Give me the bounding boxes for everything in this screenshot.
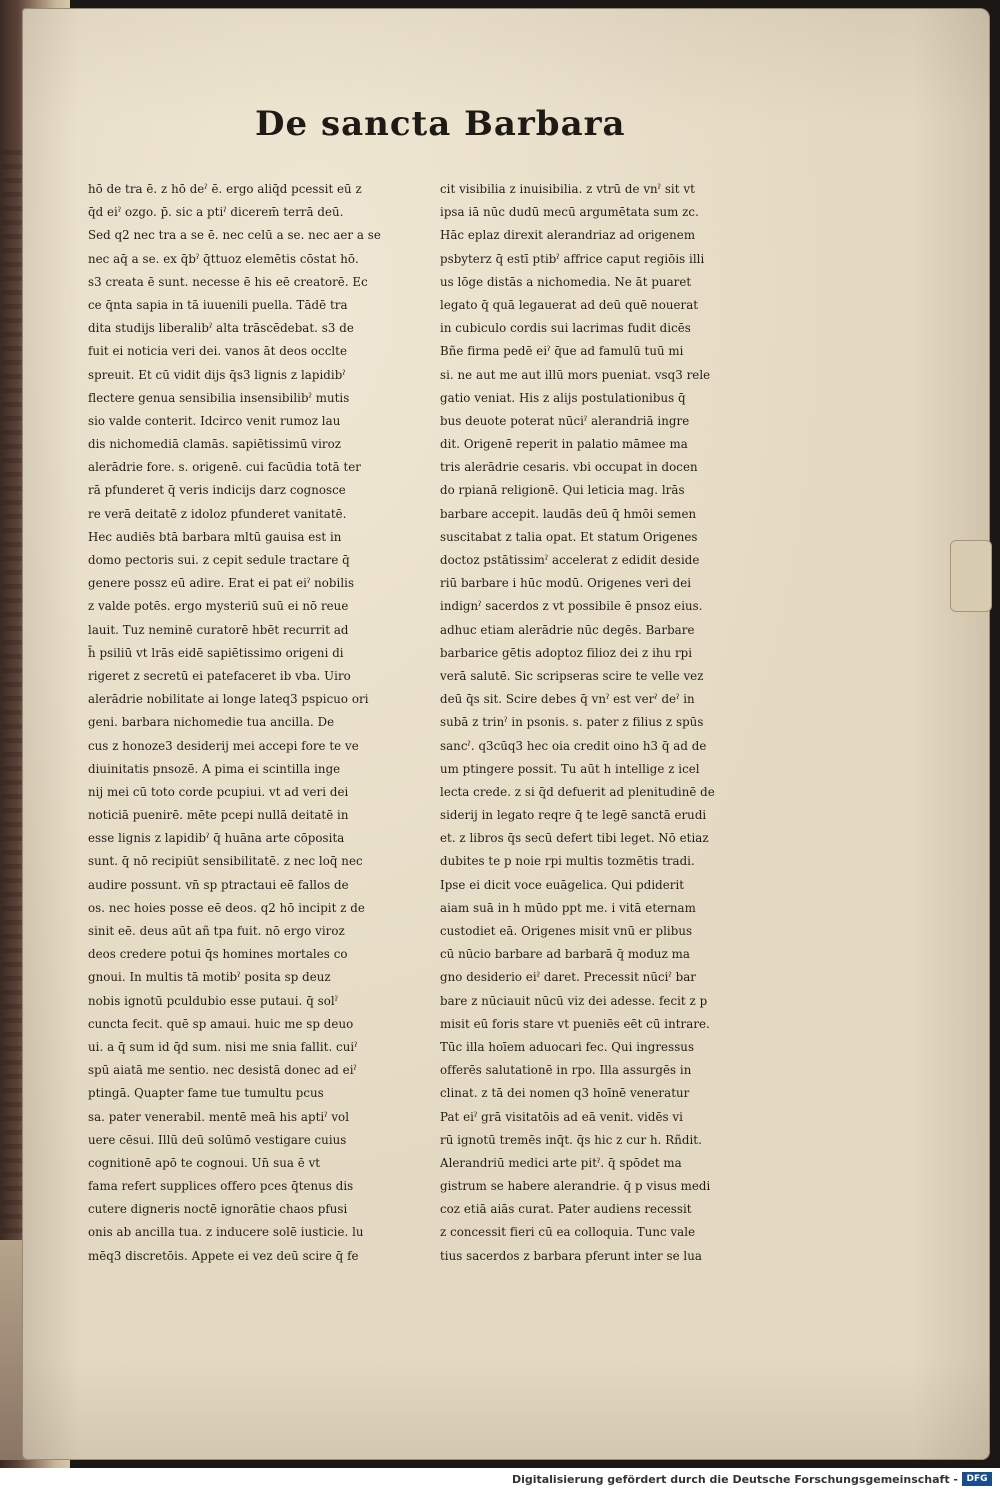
text-line: sa. pater venerabil. mentē meā his aptiˀ vol — [88, 1109, 350, 1124]
text-line: sinit eē. deus aūt añ tpa fuit. nō ergo viroz — [88, 924, 345, 938]
text-line: Hāc eplaz direxit alerandriaz ad origenem — [440, 228, 696, 243]
text-line: cuncta fecit. quē sp amaui. huic me sp deuo — [88, 1016, 354, 1031]
text-line: onis ab ancilla tua. z inducere solē iusticie. lu — [88, 1225, 364, 1240]
text-line: adhuc etiam alerādrie nūc degēs. Barbare — [440, 622, 695, 637]
funding-credit: Digitalisierung gefördert durch die Deutsche Forschungsgemeinschaft - — [511, 1473, 958, 1486]
text-line: cus z honoze3 desiderij mei accepi fore te ve — [88, 738, 359, 753]
text-line: diuinitatis pnsozē. A pima ei scintilla inge — [88, 761, 341, 776]
text-line: fuit ei noticia veri dei. vanos āt deos occlte — [88, 344, 347, 359]
text-line: sunt. q̄ nō recipiūt sensibilitatē. z nec loq̄ nec — [88, 854, 363, 869]
text-line: clinat. z tā dei nomen q3 hoīnē veneratur — [440, 1086, 690, 1101]
text-line: Hec audiēs btā barbara mltū gauisa est in — [88, 529, 342, 544]
text-line: indignˀ sacerdos z vt possibile ē pnsoz eius. — [440, 599, 703, 614]
text-line: Pat eiˀ grā visitatōis ad eā venit. vidēs vi — [440, 1109, 683, 1124]
text-line: hō de tra ē. z hō deˀ ē. ergo aliq̄d pcessit eū z — [88, 182, 362, 196]
text-line: um ptingere possit. Tu aūt h intellige z icel — [440, 761, 700, 776]
text-line: tris alerādrie cesaris. vbi occupat in docen — [440, 460, 698, 475]
text-line: psbyterz q̄ estī ptibˀ affrice caput regiōis illi — [440, 251, 705, 266]
text-line: coz etiā aiās curat. Pater audiens recessit — [440, 1202, 692, 1217]
text-line: sancˀ. q3cūq3 hec oia credit oino h3 q̄ ad de — [440, 738, 707, 753]
text-line: misit eū foris stare vt pueniēs eēt cū intrare. — [440, 1016, 710, 1031]
text-line: suscitabat z talia opat. Et statum Origenes — [440, 529, 698, 544]
text-line: sio valde conterit. Idcirco venit rumoz lau — [88, 413, 341, 428]
dfg-logo: DFG — [962, 1472, 992, 1486]
text-line: audire possunt. vn̄ sp ptractaui eē fallos de — [88, 877, 349, 892]
text-line: barbare accepit. laudās deū q̄ hmōi semen — [440, 506, 697, 521]
text-line: uere cēsui. Illū deū solūmō vestigare cuius — [88, 1132, 347, 1147]
text-line: doctoz pstātissimˀ accelerat z edidit deside — [440, 553, 700, 567]
text-line: rigeret z secretū ei patefaceret ib vba. Uiro — [88, 668, 351, 683]
text-line: verā salutē. Sic scripseras scire te velle vez — [440, 668, 704, 683]
text-line: Tūc illa hoīem aduocari fec. Qui ingressus — [440, 1039, 695, 1054]
text-line: si. ne aut me aut illū mors pueniat. vsq3 rele — [440, 367, 711, 382]
text-line: noticiā puenirē. mēte pcepi nullā deitatē in — [88, 808, 349, 823]
text-line: nij mei cū toto corde pcupiui. vt ad veri dei — [88, 784, 349, 799]
text-line: in cubiculo cordis sui lacrimas fudit dicēs — [440, 321, 691, 336]
text-line: riū barbare i hūc modū. Origenes veri dei — [440, 576, 692, 591]
text-line: re verā deitatē z idoloz pfunderet vanitatē. — [88, 506, 347, 521]
text-line: genere possz eū adire. Erat ei pat eiˀ nobilis — [88, 576, 355, 591]
text-line: fama refert supplices offero pces q̄tenus dis — [88, 1179, 354, 1194]
text-line: q̄d eiˀ ozgo. p̄. sic a ptiˀ dicerem̄ terrā deū. — [88, 205, 344, 220]
text-line: lauit. Tuz neminē curatorē hbēt recurrit ad — [88, 622, 349, 637]
text-line: ui. a q̄ sum id q̄d sum. nisi me snia fallit. cuiˀ — [88, 1039, 358, 1054]
text-line: tius sacerdos z barbara pferunt inter se lua — [440, 1248, 702, 1263]
text-line: subā z trinˀ in psonis. s. pater z filius z spūs — [440, 715, 704, 730]
text-column-left — [88, 178, 428, 1268]
running-head: De sancta Barbara — [255, 104, 626, 144]
text-line: z valde potēs. ergo mysteriū suū ei nō reue — [88, 599, 349, 614]
text-line: s3 creata ē sunt. necesse ē his eē creatorē. Ec — [88, 274, 368, 289]
text-line: et. z libros q̄s secū defert tibi leget. Nō etiaz — [440, 831, 709, 846]
text-line: lecta crede. z si q̄d defuerit ad plenitudinē de — [440, 784, 715, 799]
text-line: Sed q2 nec tra a se ē. nec celū a se. nec aer a se — [88, 228, 381, 243]
text-line: ptingā. Quapter fame tue tumultu pcus — [88, 1086, 324, 1101]
text-line: deū q̄s sit. Scire debes q̄ vnˀ est verˀ deˀ in — [440, 692, 695, 707]
text-line: Bñe firma pedē eiˀ q̄ue ad famulū tuū mi — [440, 344, 684, 359]
text-line: ipsa iā nūc dudū mecū argumētata sum zc. — [440, 205, 699, 220]
text-line: mēq3 discretōis. Appete ei vez deū scire q̄ fe — [88, 1248, 359, 1263]
text-line: aiam suā in h mūdo ppt me. i vitā eternam — [440, 900, 696, 915]
text-line: dis nichomediā clamās. sapiētissimū viroz — [88, 437, 342, 452]
text-line: ce q̄nta sapia in tā iuuenili puella. Tādē tra — [88, 297, 348, 312]
text-line: offerēs salutationē in rpo. Illa assurgēs in — [440, 1063, 692, 1078]
text-line: spreuit. Et cū vidit dijs q̄s3 lignis z lapidibˀ — [88, 367, 346, 382]
text-line: z concessit fieri cū ea colloquia. Tunc vale — [440, 1225, 696, 1240]
text-line: dubites te p noie rpi multis tozmētis tradi. — [440, 854, 695, 869]
text-line: do rpianā religionē. Qui leticia mag. lrās — [440, 483, 685, 498]
text-line: rū ignotū tremēs inq̄t. q̄s hic z cur h. Rñdit. — [440, 1132, 702, 1147]
text-line: gno desiderio eiˀ daret. Precessit nūciˀ bar — [440, 970, 696, 985]
text-line: dit. Origenē reperit in palatio māmee ma — [440, 437, 688, 452]
text-line: gatio veniat. His z alijs postulationibus q̄ — [440, 390, 686, 405]
text-line: os. nec hoies posse eē deos. q2 hō incipit z de — [88, 900, 365, 915]
text-line: gnoui. In multis tā motibˀ posita sp deuz — [88, 970, 331, 985]
text-line: gistrum se habere alerandrie. q̄ p visus medi — [440, 1179, 711, 1194]
text-line: dita studijs liberalibˀ alta trāscēdebat. s3 de — [88, 321, 354, 336]
text-line: Ipse ei dicit voce euāgelica. Qui pdiderit — [440, 877, 685, 892]
text-line: alerādrie fore. s. origenē. cui facūdia totā ter — [88, 460, 361, 475]
text-line: cutere digneris noctē ignorātie chaos pfusi — [88, 1202, 348, 1217]
text-line: nobis ignotū pculdubio esse putaui. q̄ solˀ — [88, 993, 339, 1008]
text-line: domo pectoris sui. z cepit sedule tractare q̄ — [88, 553, 350, 567]
text-line: alerādrie nobilitate ai longe lateq3 pspicuo ori — [88, 692, 369, 707]
text-line: nec aq̄ a se. ex q̄bˀ q̄ttuoz elemētis cōstat hō. — [88, 251, 359, 266]
text-line: geni. barbara nichomedie tua ancilla. De — [88, 715, 335, 730]
text-line: siderij in legato reqre q̄ te legē sanctā erudi — [440, 808, 707, 823]
text-line: cit visibilia z inuisibilia. z vtrū de vnˀ sit vt — [440, 182, 695, 196]
text-line: bare z nūciauit nūcū viz dei adesse. fecit z p — [440, 993, 708, 1008]
text-line: bus deuote poterat nūciˀ alerandriā ingre — [440, 413, 690, 428]
text-line: legato q̄ quā legauerat ad deū quē nouerat — [440, 297, 699, 312]
text-line: h̄ psiliū vt lrās eidē sapiētissimo origeni di — [88, 645, 344, 660]
text-line: esse lignis z lapidibˀ q̄ huāna arte cōposita — [88, 831, 345, 846]
text-line: cognitionē apō te cognoui. Un̄ sua ē vt — [88, 1155, 321, 1170]
text-line: custodiet eā. Origenes misit vnū er plibus — [440, 924, 693, 938]
text-line: Alerandriū medici arte pitˀ. q̄ spōdet ma — [440, 1155, 682, 1170]
text-line: deos credere potui q̄s homines mortales co — [88, 947, 348, 962]
page-tab-marker — [950, 540, 992, 612]
text-line: us lōge distās a nichomedia. Ne āt puaret — [440, 274, 692, 289]
text-column-right — [440, 178, 770, 1268]
text-line: cū nūcio barbare ad barbarā q̄ moduz ma — [440, 947, 690, 962]
text-line: spū aiatā me sentio. nec desistā donec ad eiˀ — [88, 1063, 357, 1078]
text-line: flectere genua sensibilia insensibilibˀ mutis — [88, 390, 350, 405]
text-line: rā pfunderet q̄ veris indicijs darz cognosce — [88, 483, 346, 498]
text-line: barbarice gētis adoptoz filioz dei z ihu rpi — [440, 645, 693, 660]
